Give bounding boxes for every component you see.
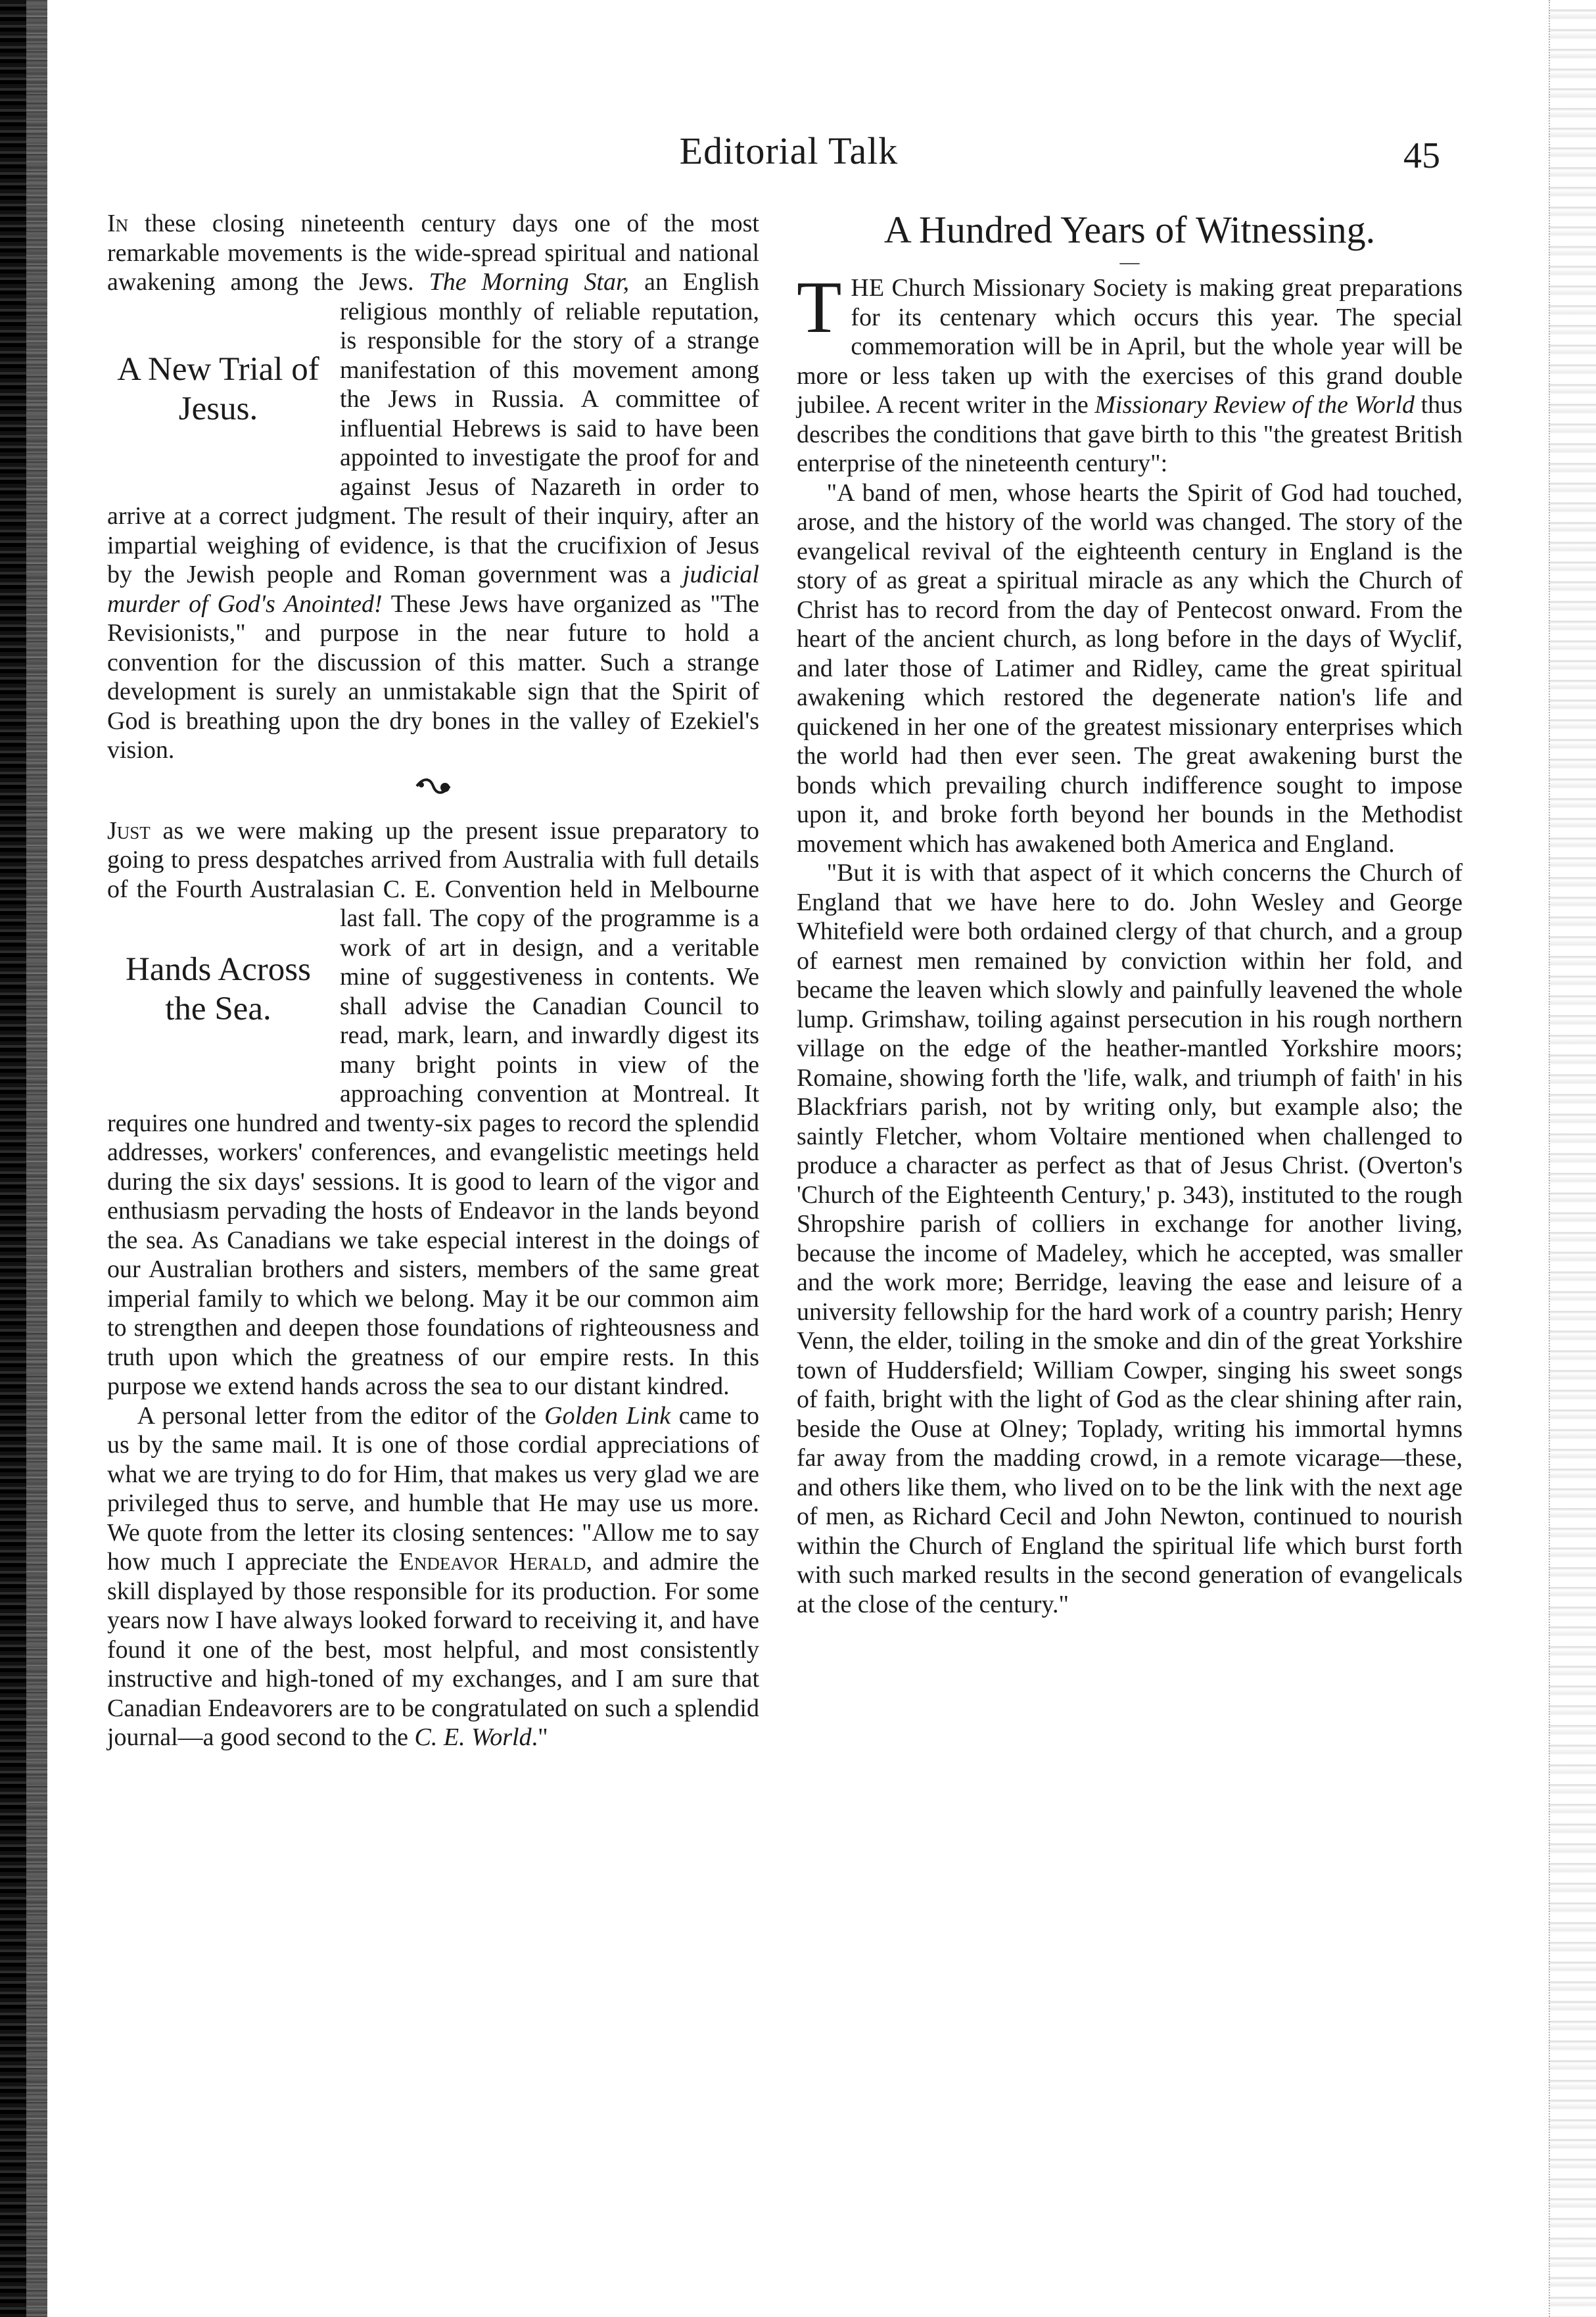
sidehead-hands-across: Hands Across the Sea. <box>126 951 311 1027</box>
lead-word: In <box>107 210 129 237</box>
running-title: Editorial Talk <box>679 129 899 172</box>
paragraph-band-of-men: "A band of men, whose hearts the Spirit of God had touched, arose, and the history of the world was changed. The story of the evangelical revival of the eighteenth century in England is the story of as great a spiritual miracle as any which the Church of Christ has to record from the day of Pentecost onward. From the heart of the ancient church, as long before in the days of Wyclif, and later those of Latimer and Ridley, came the great spiritual awakening which restored the degenerate nation's life and quickened in her one of the greatest missionary enterprises which the world had then ever seen. The great awakening burst the bonds which prevailing church indifference sought to impose upon it, and broke forth beyond her bounds in the Methodist movement which has awakened both America and England. <box>797 479 1463 858</box>
title-dash: — <box>1119 251 1140 273</box>
article-title: A Hundred Years of Witnessing. <box>883 208 1376 251</box>
paragraph-cms: THE Church Missionary Society is making great preparations for its centenary which occurs this year. The special commemoration will be in April, but the whole year will be more or less taken up with the exercises of this grand double jubilee. A recent writer in the Missionary Review of the World thus describes the conditions that gave birth to this "the greatest British enterprise of the nineteenth century": <box>797 267 1463 477</box>
binding-edge <box>0 0 47 2317</box>
lead-word: Just <box>107 816 151 845</box>
fleuron-icon <box>413 776 453 796</box>
left-column <box>107 209 759 1752</box>
paragraph-hands-across: Just as we were making up the present issue preparatory to going to press despatches arrived from Australia with full details of the Fourth Australasian C. E. Convention Hands Across the Sea. held in Melbourne last fall. The copy of the programme is a work of art in design, and a veritable mine of suggestiveness in contents. We shall advise the Canadian Council to read, mark, learn, and inwardly digest its many bright points in view of the approaching convention at Montreal. It requires one hundred and twenty-six pages to record the splendid addresses, workers' conferences, and evangelistic meetings held during the six days' sessions. It is good to learn of the vigor and enthusiasm pervading the hosts of Endeavor in the lands beyond the sea. As Canadians we take especial interest in the doings of our Australian brothers and sisters, members of the same great imperial family to which we belong. May it be our common aim to strengthen and deepen those foundations of righteousness and truth upon which the greatness of our empire rests. In this purpose we extend hands across the sea to our distant kindred. <box>107 816 759 1400</box>
sidehead-new-trial: A New Trial of Jesus. <box>117 350 319 427</box>
paragraph-new-trial: In these closing nineteenth century days one of the most remarkable movements is the wide-spread spiritual and national awakening among the Jews. The Morning Star, A New Trial of Jesus. an English religious monthly of reliable reputation, is responsible for the story of a strange manifestation of this movement among the Jews in Russia. A committee of influential Hebrews is said to have been appointed to investigate the proof for and against Jesus of Nazareth in order to arrive at a correct judgment. The result of their inquiry, after an impartial weighing of evidence, is that the crucifixion of Jesus by the Jewish people and Roman government was a judicial murder of God's Anointed! These Jews have organized as "The Revisionists," and purpose in the near future to hold a convention for the discussion of this matter. Such a strange development is surely an unmistakable sign that the Spirit of God is breathing upon the dry bones in the valley of Ezekiel's vision. <box>107 210 760 764</box>
paragraph-golden-link: A personal letter from the editor of the Golden Link came to us by the same mail. It is one of those cordial appreciations of what we are trying to do for Him, that makes us very glad we are privileged thus to serve, and humble that He may use us more. We quote from the letter its closing sentences: "Allow me to say how much I appreciate the Endeavor Herald, and admire the skill displayed by those responsible for its production. For some years now I have always looked forward to receiving it, and have found it one of the best, most helpful, and most consistently instructive and high-toned of my exchanges, and I am sure that Canadian Endeavorers are to be congratulated on such a splendid journal—a good second to the C. E. World." <box>107 1401 760 1751</box>
page-edge <box>1549 0 1596 2317</box>
drop-cap: T <box>797 267 842 348</box>
paragraph-church-of-england: "But it is with that aspect of it which concerns the Church of England that we have here to do. John Wesley and George Whitefield were both ordained clergy of that church, and a group of earnest men remained by conviction within her fold, and became the leaven which slowly and painfully leavened the whole lump. Grimshaw, toiling against persecution in his rough northern village on the edge of the heather-mantled Yorkshire moors; Romaine, showing forth the 'life, walk, and triumph of faith' in his Blackfriars parish, not by writing only, but example also; the saintly Fletcher, whom Voltaire mentioned when challenged to produce a character as perfect as that of Jesus Christ. (Overton's 'Church of the Eighteenth Century,' p. 343), instituted to the rough Shropshire parish of colliers in exchange for another living, because the income of Madeley, which he accepted, was smaller and the work more; Berridge, leaving the ease and leisure of a university fellowship for the hard work of a country parish; Henry Venn, the elder, toiling in the smoke and din of the great Yorkshire town of Huddersfield; William Cowper, singing his sweet songs of faith, bright with the light of God as the clear shining after rain, beside the Ouse at Olney; Toplady, writing his immortal hymns far away from the madding crowd, in a remote vicarage—these, and others like them, who lived on to be the link with the next age of men, as Richard Cecil and John Newton, continued to nourish within the Church of England the spiritual life which burst forth with such marked results in the second generation of evangelicals at the close of the century." <box>797 859 1463 1618</box>
right-column <box>797 209 1463 1619</box>
page-number: 45 <box>1403 135 1440 176</box>
ornament-divider <box>107 774 759 801</box>
